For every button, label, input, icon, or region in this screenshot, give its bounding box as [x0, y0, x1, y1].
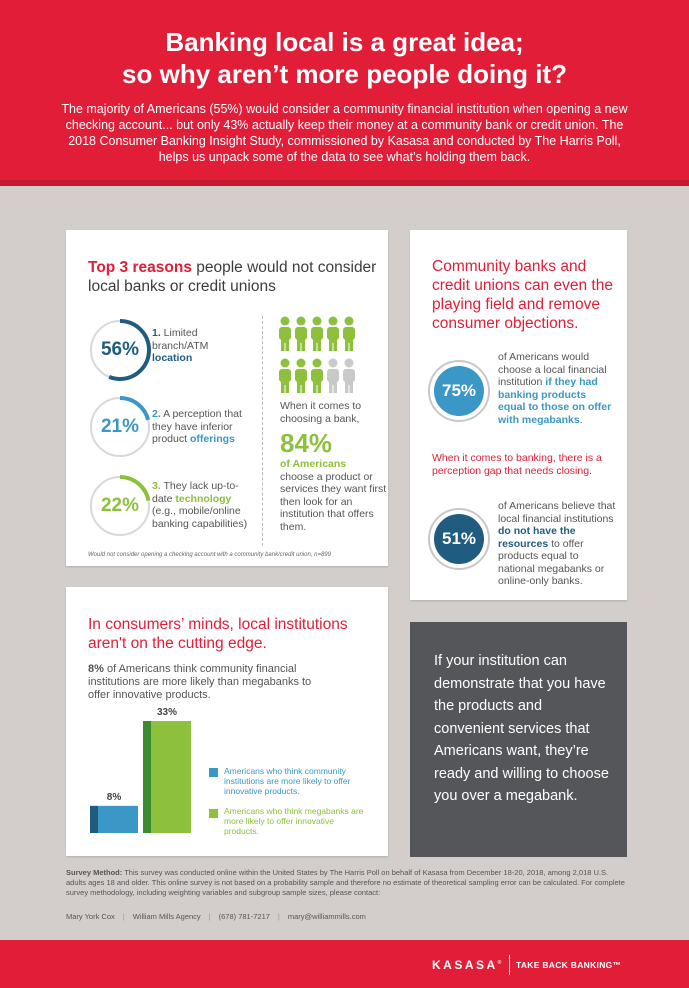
person-icon [311, 317, 323, 352]
stat-51-text: of Americans believe that local financial institutions do not have the resources to offer products equal to national megabanks or online-only banks. [498, 500, 616, 587]
stat-51-percent: 51% [441, 529, 477, 548]
person-icon [327, 317, 339, 352]
choosing-bank-lead: When it comes to choosing a bank, [280, 400, 362, 425]
page-title [0, 26, 689, 90]
innovation-card [66, 587, 388, 856]
person-icon [295, 317, 307, 352]
choosing-bank-stat [280, 400, 390, 533]
innovation-text: 8% of Americans think community financial institutions are more likely than megabanks to offer innovative products. [88, 663, 312, 701]
header-banner [0, 0, 689, 186]
playing-field-card [410, 230, 627, 600]
callout-text: If your institution can demonstrate that you have the products and convenient services that Americans want, they’re ready and willing to choose you over a megabank. [434, 653, 609, 804]
choosing-bank-rest: choose a product or services they want first then look for an institution that offers them. [280, 470, 387, 533]
reason-1-ring [86, 316, 154, 384]
contact-org: William Mills Agency [132, 912, 201, 921]
legend-megabank-label: Americans who think megabanks are more likely to offer innovative products. [224, 806, 364, 836]
reason-1-percent: 56% [100, 339, 140, 360]
innovation-bar-chart [86, 705, 196, 835]
choosing-bank-of: of Americans [280, 458, 347, 470]
logo-divider [509, 955, 510, 975]
callout-box [410, 622, 627, 857]
person-icon [295, 359, 307, 394]
legend-community-swatch [209, 768, 218, 777]
person-icon [279, 359, 291, 394]
stat-75-ring [426, 358, 492, 424]
legend-community-label: Americans who think community institutions are more likely to offer innovative products. [224, 766, 351, 796]
reason-3-percent: 22% [100, 495, 140, 516]
kasasa-logo: KASASA® [432, 958, 502, 972]
person-icon [327, 359, 339, 394]
bar-2-edge [143, 721, 151, 833]
column-divider [262, 316, 263, 546]
bar-2 [151, 721, 191, 833]
contact-name: Mary York Cox [66, 912, 115, 921]
stat-51-ring [426, 506, 492, 572]
reasons-title: Top 3 reasons people would not consider local banks or credit unions [88, 259, 377, 295]
innovation-title: In consumers’ minds, local institutions aren't on the cutting edge. [88, 616, 348, 652]
reasons-card [66, 230, 388, 566]
person-icon [279, 317, 291, 352]
stat-75-percent: 75% [441, 381, 477, 400]
intro-paragraph: The majority of Americans (55%) would consider a community financial institution when opening a new checking account... but only 43% actually keep their money at a community bank or credit union. The 2018 Consumer Banking Insight Study, commissioned by Kasasa and conducted by The Harris Poll, helps us unpack some of the data to see what’s holding them back. [61, 102, 628, 164]
contact-line: Mary York Cox | William Mills Agency | (678) 781-7217 | mary@williammills.com [66, 912, 366, 921]
title-line-2: so why aren’t more people doing it? [122, 59, 567, 89]
survey-method: Survey Method: This survey was conducted online within the United States by The Harris Poll on behalf of Kasasa from December 18-20, 2018, among 2,018 U.S. adults ages 18 and older. This online survey is not based on a probability sample and therefore no estimate of theoretical sampling error can be calculated. For complete survey methodology, including weighting variables and subgroup sample sizes, please contact: [66, 868, 625, 897]
bar-2-label: 33% [156, 707, 178, 718]
person-icon [343, 359, 355, 394]
reason-3-ring [86, 472, 154, 540]
person-icon [343, 317, 355, 352]
legend-megabank-swatch [209, 809, 218, 818]
title-line-1: Banking local is a great idea; [165, 27, 524, 57]
reason-1-text: 1. Limited branch/ATM location [152, 327, 209, 364]
reasons-footnote: Would not consider opening a checking account with a community bank/credit union, n=899 [88, 552, 331, 558]
reason-3-text: 3. They lack up-to-date technology (e.g., mobile/online banking capabilities) [152, 480, 248, 530]
contact-phone[interactable]: (678) 781-7217 [218, 912, 270, 921]
reason-2-percent: 21% [100, 416, 140, 437]
stat-75-text: of Americans would choose a local financial institution if they had banking products equal to those on offer with megabanks. [498, 351, 612, 426]
reason-2-ring [86, 393, 154, 461]
person-icon [311, 359, 323, 394]
playing-field-title: Community banks and credit unions can even the playing field and remove consumer objections. [432, 258, 613, 332]
bar-1 [98, 806, 138, 833]
reason-2-text: 2. A perception that they have inferior product offerings [152, 408, 242, 445]
brand-tagline: TAKE BACK BANKING™ [516, 960, 622, 970]
bar-1-edge [90, 806, 98, 833]
perception-gap-text: When it comes to banking, there is a perception gap that needs closing. [432, 452, 602, 477]
choosing-bank-percent: 84% [280, 428, 333, 458]
bar-1-label: 8% [106, 791, 122, 803]
people-pictogram [278, 316, 360, 396]
contact-email[interactable]: mary@williammills.com [287, 912, 366, 921]
